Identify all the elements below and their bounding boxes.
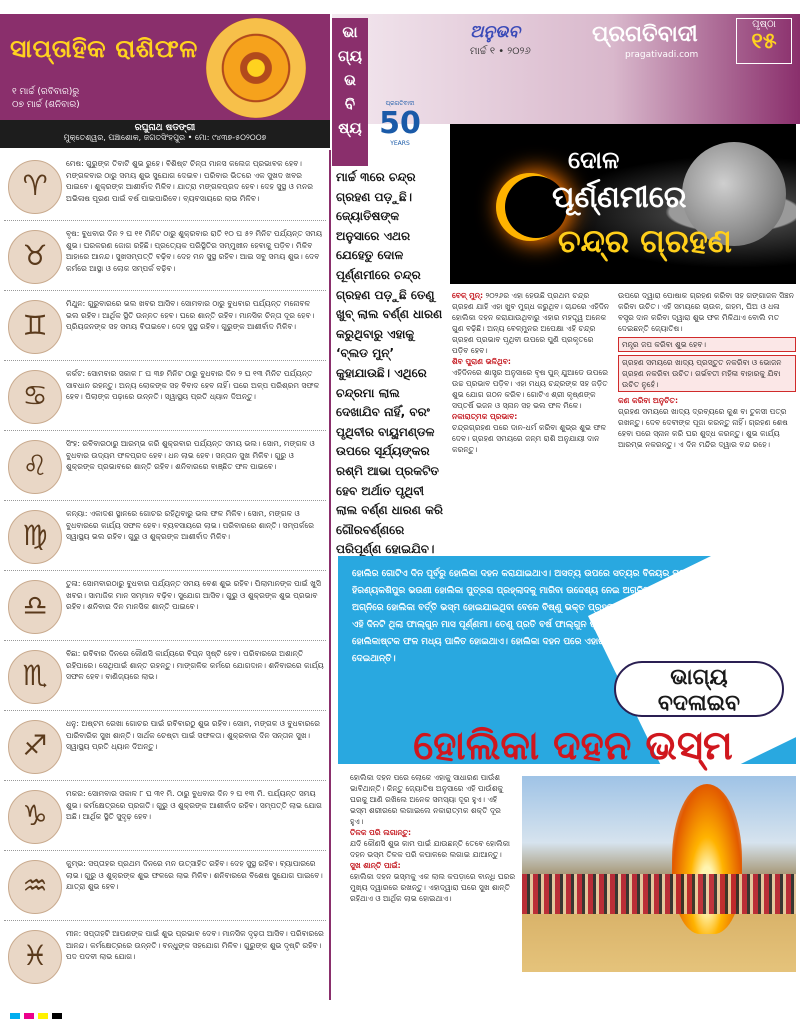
article-paragraph: ଚନ୍ଦ୍ରଗ୍ରହଣ ପରେ ଦାନ-ଧର୍ମ କରିବା ଶୁଭ୍ର ଶୁଭ ଫଳ ଦେବ। ଗ୍ରହଣ ସମୟରେ ଜନ୍ମ ରାଶି ଅନୁଯାୟୀ ଦାନ କରନ୍ତୁ। <box>452 423 607 454</box>
eclipse-intro-column: ମାର୍ଚ୍ଚ ୩ରେ ଚନ୍ଦ୍ର ଗ୍ରହଣ ପଡ଼ୁଛି। ଜ୍ୟୋତିଷଙ୍କ ଅନୁସାରେ ଏଥର ଯେହେତୁ ଦୋଳ ପୂର୍ଣ୍ଣମୀରେ ଚନ୍ଦ୍ର ଗ୍ରହଣ ପଡ଼ୁଛି ତେଣୁ ଖୁବ୍ ଲାଲ ବର୍ଣ୍ଣ ଧାରଣ କରୁଥିବାରୁ ଏହାକୁ ‘ବ୍ଲଡ ମୁନ୍’ କୁହାଯାଉଛି। ଏଥିରେ ଚନ୍ଦ୍ରମା ଲାଲ ଦେଖାଯିବ ନାହିଁ, ବରଂ ପୃଥିବୀର ବାୟୁମଣ୍ଡଳ ଉପରେ ସୂର୍ଯ୍ୟଙ୍କର ରଶ୍ମି ଆଭା ପ୍ରକଟିତ ହେବ ଅର୍ଥାତ ପୃଥିବୀ ଲାଲ ବର୍ଣ୍ଣ ଧାରଣ କରି ଗୌରବର୍ଣ୍ଣରେ ପରିପୂର୍ଣ୍ଣ ହୋଇଯିବ। <box>336 170 443 557</box>
zodiac-text: ବିଛା: ରବିବାର ଦିନରେ କୌଣସି କାର୍ଯ୍ୟରେ ବିଘ୍ନ ସୃଷ୍ଟି ହେବ। ପରିବାରରେ ଅଶାନ୍ତି ରହିପାରେ। ସେଥିପାଇଁ ଶାନ୍ତ ରହନ୍ତୁ। ମାଙ୍ଗଳିକ କର୍ମରେ ଯୋଗଦାନ। ଶନିବାରରେ କାର୍ଯ୍ୟ ସଫଳ ହେବ। ବାଣିଜ୍ୟରେ ଲାଭ। <box>66 649 324 681</box>
libra-icon: ♎ <box>8 580 62 634</box>
article-paragraph: ହୋଲିକା ଦହନ ପରେ ଲୋକେ ଏହାକୁ ସାଧାରଣ ପାଉଁଶ ଭାବିଥାନ୍ତି। କିନ୍ତୁ ଜ୍ୟୋତିଷ ଅନୁସାରେ ଏହି ପାଉଁଶକୁ ଘରକୁ ଆଣି ରଖିଲେ ଅନେକ ସମସ୍ୟା ଦୂର ହୁଏ। ଏହି ଭସ୍ମ ଶରୀରରେ ଲଗାଇଲେ ନକାରାତ୍ମକ ଶକ୍ତି ଦୂର ହୁଏ। <box>350 773 503 826</box>
zodiac-wheel-icon <box>206 18 306 118</box>
zodiac-text: ମିଥୁନ: ଗୁରୁବାରରେ ଭଲ ଖବର ଆସିବ। ସୋମବାର ଠାରୁ ବୁଧବାର ପର୍ଯ୍ୟନ୍ତ ମନୋବଳ ଭଲ ରହିବ। ଆର୍ଥିକ ସ୍ଥିତି ଉନ୍ନତ ହେବ। ଘରେ ଶାନ୍ତି ରହିବ। ମାନସିକ ଚିନ୍ତା ଦୂର ହେବ। ପ୍ରିୟଜନଙ୍କ ସହ ସମୟ ବିତାଇବେ। ଦେହ ସୁସ୍ଥ ରହିବ। ଗୁରୁଙ୍କ ଆଶୀର୍ବାଦ ମିଳିବ। <box>66 299 315 331</box>
zodiac-text: ମୀନ: ସପ୍ତାହଟି ଆପଣଙ୍କ ପାଇଁ ଶୁଭ ପ୍ରଭାବ ଦେବ। ମାନସିକ ଦୃଢ଼ତା ଆସିବ। ପରିବାରରେ ଆନନ୍ଦ। କର୍ମକ୍ଷେତ୍ରରେ ଉନ୍ନତି। ବନ୍ଧୁଙ୍କ ସହଯୋଗ ମିଳିବ। ଗୁରୁଙ୍କ ଶୁଭ ଦୃଷ୍ଟି ରହିବ। ପଦ ପଦବୀ ଲାଭ ଯୋଗ। <box>66 929 324 961</box>
zodiac-text: ମକର: ସୋମବାର ସକାଳ ୮ ଘ ୩୧ ମି. ଠାରୁ ବୁଧବାର ଦିନ ୨ ଘ ୧୩ ମି. ପର୍ଯ୍ୟନ୍ତ ସମୟ ଶୁଭ। କର୍ମକ୍ଷେତ୍ରରେ ପ୍ରଗତି। ଗୁରୁ ଓ ଶୁକ୍ରଙ୍କ ଆଶୀର୍ବାଦ ରହିବ। ସମ୍ପତ୍ତି ଲାଭ ଯୋଗ ଅଛି। ଆର୍ଥିକ ସ୍ଥିତି ସୁଦୃଢ଼ ହେବ। <box>66 789 322 821</box>
holika-article <box>350 772 516 972</box>
anniversary-label: ପ୍ରଗତିବାଦୀ <box>385 100 415 107</box>
article-paragraph: ଯଦି କୌଣସି ଶୁଭ କାମ ପାଇଁ ଯାଉଛନ୍ତି ତେବେ ହୋଲିକା ଦହନ ଭସ୍ମ ତିଳକ ପରି କପାଳରେ ଲଗାଇ ଯାଆନ୍ତୁ। <box>350 839 511 859</box>
zodiac-text: ମେଷ: ଗୁରୁଙ୍କ ତିବାଟି ଶୁଭ ରୁହେ। ବିଶିଷ୍ଟ ଚିନ୍ତା ମାନସ କଲେଜ ପ୍ରଭାବକ ହେବ। ମଙ୍ଗଳବାର ଠାରୁ ସମୟ ଶୁଭ ସୁଯୋଗ ଦେଇବ। ପରିବାର ଭିତରେ ଏକ ସୁଖଦ ଖବର ପାଇବେ। ଶୁକ୍ରଙ୍କ ଆଶୀର୍ବାଦ ମିଳିବ। ଯାତ୍ରା ମଙ୍ଗଳପ୍ରଦ ହେବ। ଦେହ ସୁସ୍ଥ ଓ ମନର ଅଭିଳାଷ ପୂରଣ ପାଇଁ ବର୍ଷ ପାଇପାରିବେ। ବ୍ୟବସାୟରେ ଲାଭ ମିଳିବ। <box>66 159 313 203</box>
supplement-brand: ଅନୁଭବ <box>470 22 521 42</box>
taurus-icon: ♉ <box>8 230 62 284</box>
zodiac-text: ଧନୁ: ଅଷ୍ଟମ ରେଖା ଗୋଚର ପାଇଁ ରବିବାରଠୁ ଶୁଭ ରହିବ। ସୋମ, ମଙ୍ଗଳ ଓ ବୁଧବାରରେ ପାରିବାରିକ ସୁଖ ଶାନ୍ତି। ସାର୍ଥକ ଚେଷ୍ଟା ପାଇଁ ସଫଳତା। ଶୁକ୍ରବାର ଦିନ ସନ୍ତାନ ସୁଖ। ସ୍ୱାସ୍ଥ୍ୟ ପ୍ରତି ଧ୍ୟାନ ଦିଅନ୍ତୁ। <box>66 719 320 751</box>
date-range-start: ୧ ମାର୍ଚ୍ଚ (ରବିବାର)ରୁ <box>12 87 80 97</box>
aries-icon: ♈ <box>8 160 62 214</box>
bullet-box: ମନ୍ତ୍ର ଜପ କରିବା ଶୁଭ ହେବ। <box>618 337 796 352</box>
page-number: ୧୫ <box>751 29 777 54</box>
aquarius-icon: ♒ <box>8 860 62 914</box>
registration-color-bar <box>0 1004 800 1012</box>
astrologer-name: ରଘୁନାଥ ଷଡଙ୍ଗୀ <box>134 123 196 133</box>
date-range <box>12 86 80 112</box>
subheading: ସୁଖ ଶାନ୍ତି ପାଇଁ: <box>350 861 401 870</box>
eclipse-article-right <box>618 290 796 552</box>
eclipse-title-line2: ପୂର୍ଣ୍ଣମୀରେ <box>552 180 687 215</box>
article-paragraph: ଗ୍ରହଣ ସମୟରେ ଖାଦ୍ୟ ଦ୍ରବ୍ୟରେ କୁଶ ବା ତୁଳସୀ ପତ୍ର ରଖନ୍ତୁ। ଦେବ ଦେବୀଙ୍କ ପୂଜା କରନ୍ତୁ ନାହିଁ। ଗ୍ରହଣ ଶେଷ ହେବା ପରେ ସ୍ନାନ କରି ଘର ଶୁଦ୍ଧ କରନ୍ତୁ। ଶୁଭ କାର୍ଯ୍ୟ ଆରମ୍ଭ ନକରନ୍ତୁ। ଏ ଦିନ ମନ୍ଦିର ଦ୍ୱାର ବନ୍ଦ ରହେ। <box>618 407 788 449</box>
subheading: ବେଳ୍ ମୁନ୍: <box>452 291 484 300</box>
scorpio-icon: ♏ <box>8 650 62 704</box>
cancer-icon: ♋ <box>8 370 62 424</box>
zodiac-row-aquarius <box>4 854 326 921</box>
bullet-box: ଗ୍ରହଣ ସମୟରେ ଖାଦ୍ୟ ପ୍ରସ୍ତୁତ ନକରିବା ଓ ଭୋଜନ ଗ୍ରହଣ ନକରିବା ଉଚିତ। ଗର୍ଭବତୀ ମହିଳା ବାହାରକୁ ଯିବା ଉଚିତ ନୁହେଁ। <box>618 355 796 392</box>
holika-banner-text: ହୋଲିର ଗୋଟିଏ ଦିନ ପୂର୍ବରୁ ହୋଲିକା ଦହନ କରାଯାଇଥାଏ। ଅସତ୍ୟ ଉପରେ ସତ୍ୟର ବିଜୟର ପ୍ରତୀକ ସ୍ୱରୂପ ହିରଣ୍ୟକଶିପୁର ଭଉଣୀ ହୋଲିକା ପୁତ୍ରରା ପ୍ରହ୍ଲାଦକୁ ମାରିବା ଉଦ୍ଦେଶ୍ୟ ନେଇ ଅଗ୍ନିରେ ପ୍ରବେଶ କରିଥିଲା। କିନ୍ତୁ ଏହି ଅଗ୍ନିରେ ହୋଲିକା ବର୍ତ୍ତି ଭସ୍ମ ହୋଇଯାଇଥିବା ବେଳେ ବିଷ୍ଣୁ ଭକ୍ତ ପ୍ରହ୍ଲାଦ ସୁରକ୍ଷିତରେ ଅଗ୍ନି ଭିତରୁ ବାହାରି ଆସିଥିଲେ। ଏହି ଦିନଟି ଥିଲା ଫାଲ୍ଗୁନ ମାସ ପୂର୍ଣ୍ଣମୀ। ତେଣୁ ପ୍ରତି ବର୍ଷ ଫାଲ୍ଗୁନ ପୂର୍ଣ୍ଣମୀ ଦିନ ହୋଲିକାକୁ ଦହନ କରାଯାଇଥାଏ। ଏହି ଦିନ ହୋଲିକାଷ୍ଟକ ଫଳ ମଧ୍ୟ ପାଳିତ ହୋଇଥାଏ। ହୋଲିକା ଦହନ ପରେ ଏହାର ଭସ୍ମ ଖୁବ୍ ଉପଯୋଗୀ ବୋଲି ଜ୍ୟୋତିଷ ମତ ଦେଇଥାନ୍ତି। <box>352 569 777 664</box>
page-label: ପୃଷ୍ଠା <box>752 19 776 30</box>
eclipse-article-left <box>452 290 612 552</box>
paper-name: ପ୍ରଗତିବାଦୀ <box>592 22 698 47</box>
gemini-icon: ♊ <box>8 300 62 354</box>
vertical-syllable: ଭା <box>342 23 358 41</box>
article-paragraph: ଉପରେ ଦ୍ୱାରା ପୋଷାକ ଗ୍ରହଣ କରିବା ସହ ଗଙ୍ଗାଜଳ ସିଞ୍ଚନ କରିବା ଉଚିତ। ଏହି ସମୟରେ ଚାଉଳ, ଗହମ, ଘିଅ ଓ ଧଳା ବସ୍ତ୍ର ଦାନ କରିବା ଦ୍ୱାରା ଶୁଭ ଫଳ ମିଳିଥାଏ ବୋଲି ମତ ଦେଇଛନ୍ତି ଜ୍ୟୋତିଷ। <box>618 291 794 333</box>
zodiac-text: ସିଂହ: ରବିବାରଠାରୁ ଆରମ୍ଭ କରି ଶୁକ୍ରବାର ପର୍ଯ୍ୟନ୍ତ ସମୟ ଭଲ। ସୋମ, ମଙ୍ଗଳ ଓ ବୁଧବାର ଉଦ୍ୟମ ଫଳପ୍ରଦ ହେବ। ଧନ ଲାଭ ହେବ। ସନ୍ତାନ ସୁଖ ମିଳିବ। ଗୁରୁ ଓ ଶୁକ୍ରଙ୍କ ପ୍ରଭାବରେ ଶାନ୍ତି ରହିବ। ଶନିବାରରେ ବାଞ୍ଛିତ ଫଳ ପାଇବେ। <box>66 439 315 471</box>
subheading: ତିଳକ ପରି ଲଗାନ୍ତୁ: <box>350 828 412 837</box>
luck-badge <box>614 661 784 717</box>
section-title: ସାପ୍ତାହିକ ରାଶିଫଳ <box>10 34 198 63</box>
eclipse-title-line1: ଦୋଳ <box>568 146 620 174</box>
anniversary-logo <box>376 100 424 160</box>
yellow-swatch <box>38 1013 48 1019</box>
capricorn-icon: ♑ <box>8 790 62 844</box>
article-paragraph: ହୋଲିକା ଦହନ ଭସ୍ମକୁ ଏକ ଲାଲ କପଡ଼ାରେ ବାନ୍ଧି ଘରର ମୁଖ୍ୟ ଦ୍ୱାରରେ ରଖନ୍ତୁ। ଏହାଦ୍ୱାରା ଘରେ ସୁଖ ଶାନ୍ତି ରହିଥାଏ ଓ ଆର୍ଥିକ ଲାଭ ହୋଇଥାଏ। <box>350 872 516 903</box>
astrologer-address: ମୁକ୍ତେଶ୍ୱର, ପଞ୍ଚାଶୋକ, ଜଗତସିଂହପୁର • ମୋ: ୯୪୩୭-୫୦୨୦୦୭ <box>63 133 267 142</box>
holika-bonfire-photo <box>522 776 796 972</box>
astrologer-byline <box>0 120 330 148</box>
zodiac-row-leo <box>4 434 326 501</box>
eclipse-title-line3: ଚନ୍ଦ୍ର ଗ୍ରହଣ <box>558 222 732 260</box>
anniversary-years: YEARS <box>390 140 410 147</box>
page-number-box <box>736 18 792 64</box>
zodiac-text: କୁମ୍ଭ: ସପ୍ତାହର ପ୍ରଥମ ଦିନରେ ମନ ଉତ୍ସାହିତ ରହିବ। ଦେହ ସୁସ୍ଥ ରହିବ। ବ୍ୟାପାରରେ ଲାଭ। ଗୁରୁ ଓ ଶୁକ୍ରଙ୍କ ଶୁଭ ଫଳରେ ଲାଭ ମିଳିବ। ଶନିବାରରେ ବିଶେଷ ସୁଯୋଗ ପାଇବେ। ଯାତ୍ରା ଶୁଭ ହେବ। <box>66 859 323 891</box>
magenta-swatch <box>24 1013 34 1019</box>
vertical-syllable: ଗ୍ୟ <box>338 47 362 65</box>
crowd-graphic <box>522 874 796 914</box>
luck-badge-line1: ଭାଗ୍ୟ <box>670 665 728 690</box>
vertical-syllable: ଷ୍ୟ <box>338 119 362 137</box>
horoscope-header <box>0 14 330 120</box>
vertical-section-word <box>332 18 368 166</box>
zodiac-text: ବୃଷ: ବୁଧବାର ଦିନ ୨ ଘ ୧୧ ମିନିଟ ଠାରୁ ଶୁକ୍ରବାର ରାତି ୧୦ ଘ ୫୨ ମିନିଟ ପର୍ଯ୍ୟନ୍ତ ସମୟ ଶୁଭ। ଘରକରଣ ଜୋଗ ରହିଛି। ପ୍ରତ୍ୟେକ ପରିସ୍ଥିତିର ସମ୍ମୁଖୀନ ହେବାକୁ ପଡ଼ିବ। ମିଳିବ ଆହାରେ ଆନନ୍ଦ। ସୁଖସମ୍ପତ୍ତି ବଢ଼ିବ। ଦେହ ମନ ସୁସ୍ଥ ରହିବ। ଆଇ ସବୁ ସମୟ ଶୁଭ। ଦେବ କର୍ମରେ ଆସ୍ଥା ଓ ଲୋକ ସମ୍ପର୍କ ବଢ଼ିବ। <box>66 229 323 273</box>
zodiac-row-capricorn <box>4 784 326 851</box>
holika-title: ହୋଲିକା ଦହନ ଭସ୍ମ <box>413 723 733 769</box>
subheading: କଣ କରିବା ଅନୁଚିତ: <box>618 396 678 405</box>
luck-badge-line2: ବଦଳାଇବ <box>657 691 741 716</box>
issue-date: ମାର୍ଚ୍ଚ ୧ • ୨୦୨୬ <box>470 46 531 57</box>
sagittarius-icon: ♐ <box>8 720 62 774</box>
black-swatch <box>52 1013 62 1019</box>
vertical-syllable: ଭ <box>344 71 356 89</box>
paper-url[interactable]: pragativadi.com <box>625 50 699 60</box>
vertical-syllable: ବି <box>344 95 356 113</box>
zodiac-row-scorpio <box>4 644 326 711</box>
lunar-eclipse-image <box>450 124 796 284</box>
date-range-end: ୦୭ ମାର୍ଚ୍ଚ (ଶନିବାର) <box>12 100 80 110</box>
zodiac-row-taurus <box>4 224 326 291</box>
zodiac-list <box>4 154 326 1004</box>
zodiac-row-virgo <box>4 504 326 571</box>
column-divider <box>329 150 331 1000</box>
subheading: ନକାରାତ୍ମକ ପ୍ରଭାବ: <box>452 412 518 421</box>
zodiac-row-aries <box>4 154 326 221</box>
zodiac-row-sagittarius <box>4 714 326 781</box>
leo-icon: ♌ <box>8 440 62 494</box>
zodiac-row-cancer <box>4 364 326 431</box>
pisces-icon: ♓ <box>8 930 62 984</box>
zodiac-row-gemini <box>4 294 326 361</box>
zodiac-row-libra <box>4 574 326 641</box>
anniversary-number: 50 <box>379 106 421 141</box>
zodiac-text: କର୍କଟ: ସୋମବାର ସକାଳ ୮ ଘ ୩୭ ମିନିଟ ଠାରୁ ବୁଧବାର ଦିନ ୨ ଘ ୧୩ ମିନିଟ ପର୍ଯ୍ୟନ୍ତ ସାବଧାନ ରହନ୍ତୁ। ଅନ୍ୟ ଲୋକଙ୍କ ସହ ବିବାଦ ହେବ ନାହିଁ। ଘରେ ଅଳ୍ପ ପରିଶ୍ରମ ସଫଳ ହେବ। ପିଲାଙ୍କ ପଢ଼ାରେ ଉନ୍ନତି। ସ୍ୱାସ୍ଥ୍ୟ ପ୍ରତି ଧ୍ୟାନ ଦିଅନ୍ତୁ। <box>66 369 320 401</box>
zodiac-row-pisces <box>4 924 326 990</box>
article-paragraph: ଏହିଦିନରେ ଶାସ୍ତ୍ର ଅନୁସାରେ ବୃଷ ପୁନ୍ ଯୁଆଡେ ଉପରେ ଉଚ୍ଚ ପ୍ରଭାବ ପଡ଼ିବ। ଏହା ମଧ୍ୟ ଚନ୍ଦ୍ରଙ୍କ ସହ ଜଡ଼ିତ ଶୁଭ ଯୋଗ ଗଠନ କରିବ। ଗୋଟିଏ ଶ୍ରୀ କୃଷ୍ଣଙ୍କ ସପ୍ତର୍ଷି ଭଜନ ଓ ସ୍ନାନ ସହ ଭଲ ଫଳ ମିଳେ। <box>452 368 608 410</box>
article-paragraph: ୨୦୨୬ର ଏହା ହେଉଛି ପ୍ରଥମ ଚନ୍ଦ୍ର ଗ୍ରହଣ ଯାହି ଏହା ଖୁବ ମୁଗ୍ଧ କରୁଥିବ। ଚାନ୍ଦରେ ଏହିଦିନ ହୋଲିକା ଦହନ କରାଯାଉଥିବାରୁ ଏହାର ମହତ୍ତ୍ୱ ଅନେକ ଗୁଣ ବଢ଼ିଛି। ଅନ୍ୟ ବେଳ୍ମୁନର ଅପେକ୍ଷା ଏହି ଚନ୍ଦ୍ର ଗ୍ରହଣ ପ୍ରଭାବ ପୃଥିବୀ ଉପରେ ପୁଣି ପ୍ରକୃତରେ ପଡ଼ିବ ହେବ। <box>452 291 610 355</box>
cyan-swatch <box>10 1013 20 1019</box>
zodiac-text: କନ୍ୟା: ଏକାଦଶ ସ୍ଥାନରେ ଗୋଚର ରହିଥିବାରୁ ଭଲ ଫଳ ମିଳିବ। ସୋମ, ମଙ୍ଗଳ ଓ ବୁଧବାରରେ କାର୍ଯ୍ୟ ସଫଳ ହେବ। ବ୍ୟବସାୟରେ ଲାଭ। ପରିବାରରେ ଶାନ୍ତି। ସମ୍ପର୍କରେ ସ୍ୱାସ୍ଥ୍ୟ ଭଲ ରହିବ। ଗୁରୁ ଓ ଶୁକ୍ରଙ୍କ ଆଶୀର୍ବାଦ ମିଳିବ। <box>66 509 315 541</box>
virgo-icon: ♍ <box>8 510 62 564</box>
subheading: ଶିବ ପୁରାଣ ଭଳିଥିବ: <box>452 357 511 366</box>
zodiac-text: ତୁଳା: ସୋମବାରଠାରୁ ବୁଧବାର ପର୍ଯ୍ୟନ୍ତ ସମୟ ବେଶ ଶୁଭ ରହିବ। ପିଲାମାନଙ୍କ ପାଇଁ ଖୁସି ଖବର। ସାମାଜିକ ମାନ ସମ୍ମାନ ବଢ଼ିବ। ସୁଯୋଗ ଆସିବ। ଗୁରୁ ଓ ଶୁକ୍ରଙ୍କ ଶୁଭ ପ୍ରଭାବ ରହିବ। ଶନିବାର ଦିନ ମାନସିକ ଶାନ୍ତି ପାଇବେ। <box>66 579 321 611</box>
